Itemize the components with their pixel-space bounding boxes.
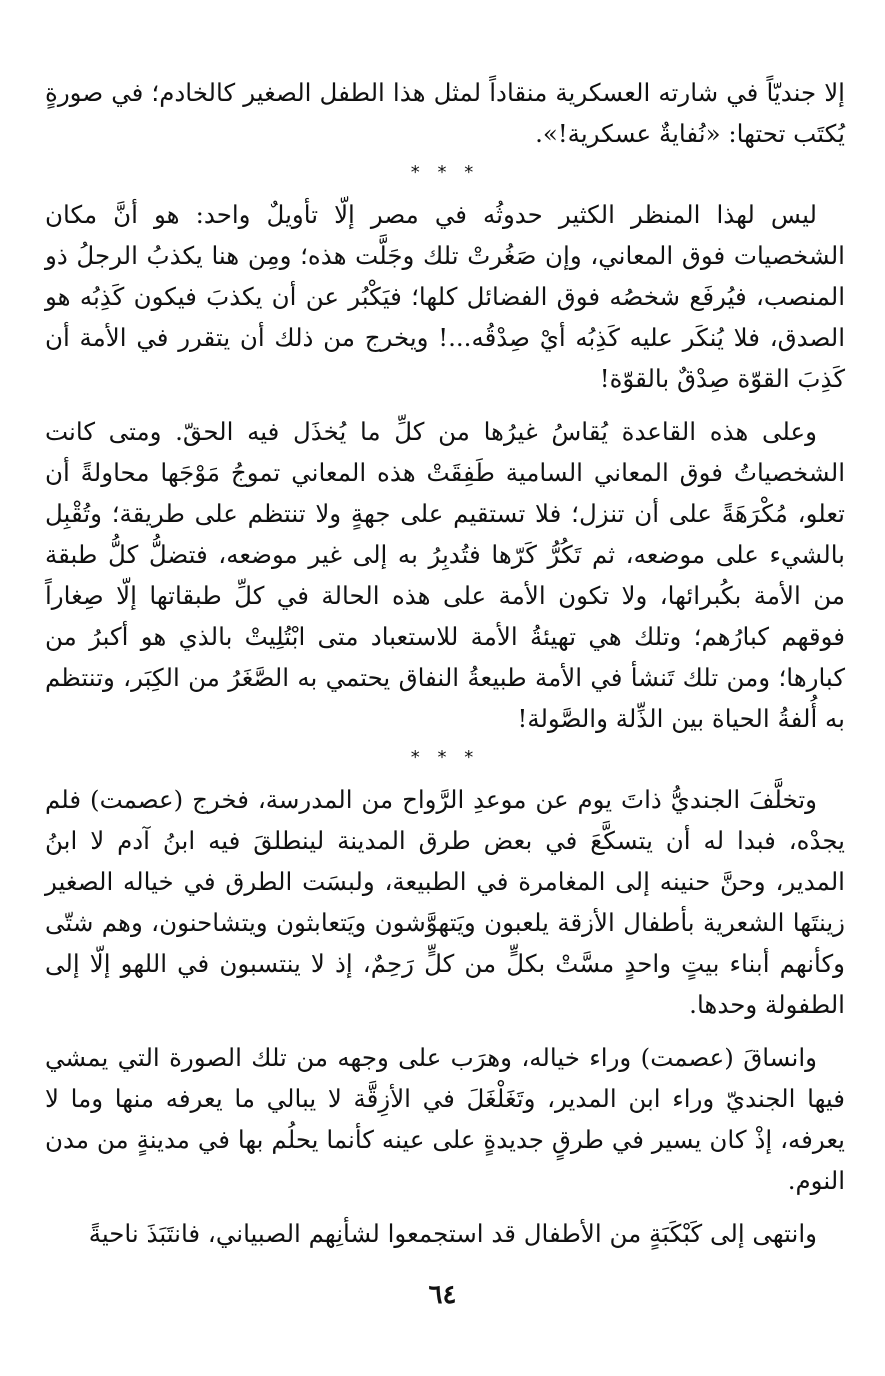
page-number: ٦٤ (428, 1280, 457, 1310)
page-body (45, 72, 845, 1254)
paragraph-4: وتخلَّفَ الجنديُّ ذاتَ يوم عن موعدِ الرَّواح من المدرسة، فخرج (عصمت) فلم يجدْه، فبدا له أن يتسكَّعَ في بعض طرق المدينة لينطلقَ فيه ابنُ آدم لا ابنُ المدير، وحنَّ حنينه إلى المغامرة في الطبيعة، ولبسَت الطرق في خياله الصغير زينتَها الشعرية بأطفال الأزقة يلعبون ويَتهوَّشون ويَتعابثون ويتشاحنون، وهم شتّى وكأنهم أبناء بيتٍ واحدٍ مسَّتْ بكلٍّ من كلٍّ رَحِمٌ، إذ لا ينتسبون في اللهو إلّا إلى الطفولة وحدها. (45, 785, 845, 1019)
paragraph-3: وعلى هذه القاعدة يُقاسُ غيرُها من كلِّ ما يُخذَل فيه الحقّ. ومتى كانت الشخصياتُ فوق المعاني السامية طَفِقَتْ هذه المعاني تموجُ مَوْجَها محاولةً أن تعلو، مُكْرَهَةً على أن تنزل؛ فلا تستقيم على جهةٍ ولا تنتظم على طريقة؛ وتُقْبِل بالشيء على موضعه، ثم تَكُرُّ كَرّها فتُدبِرُ به إلى غير موضعه، فتضلُّ كلُّ طبقة من الأمة بكُبرائها، ولا تكون الأمة على هذه الحالة في كلِّ طبقاتها إلّا صِغاراً فوقهم كبارُهم؛ وتلك هي تهيئةُ الأمة للاستعباد متى ابْتُلِيتْ بالذي هو أكبرُ من كبارها؛ ومن تلك تَنشأ في الأمة طبيعةُ النفاق يحتمي به الصَّغَرُ من الكِبَر، وتنتظم به أُلفةُ الحياة بين الذِّلة والصَّولة! (45, 417, 845, 733)
paragraph-5: وانساقَ (عصمت) وراء خياله، وهرَب على وجهه من تلك الصورة التي يمشي فيها الجنديّ وراء ابن المدير، وتَغَلْغَلَ في الأزِقَّة لا يبالي ما يعرفه منها وما لا يعرفه، إذْ كان يسير في طرقٍ جديدةٍ على عينه كأنما يحلُم بها في مدينةٍ من مدن النوم. (45, 1043, 845, 1195)
section-separator-2: * * * (410, 747, 480, 768)
section-separator-1: * * * (410, 162, 480, 183)
paragraph-2: ليس لهذا المنظر الكثير حدوثُه في مصر إلّا تأويلٌ واحد: هو أنَّ مكان الشخصيات فوق المعاني، وإن صَغُرتْ تلك وجَلَّت هذه؛ ومِن هنا يكذبُ الرجلُ ذو المنصب، فيُرفَع شخصُه فوق الفضائل كلها؛ فيَكْبُر عن أن يكذبَ فيكون كَذِبُه هو الصدق، فلا يُنكَر عليه كَذِبُه أيْ صِدْقُه...! ويخرج من ذلك أن يتقرر في الأمة أن كَذِبَ القوّة صِدْقٌ بالقوّة! (45, 200, 845, 393)
paragraph-6: وانتهى إلى كَبْكَبَةٍ من الأطفال قد استجمعوا لشأنِهم الصبياني، فانتَبَذَ ناحيةً (88, 1219, 817, 1248)
paragraph-1: إلا جنديّاً في شارته العسكرية منقاداً لمثل هذا الطفل الصغير كالخادم؛ في صورةٍ يُكتَب تحتها: «نُفايةٌ عسكرية!». (45, 78, 845, 148)
